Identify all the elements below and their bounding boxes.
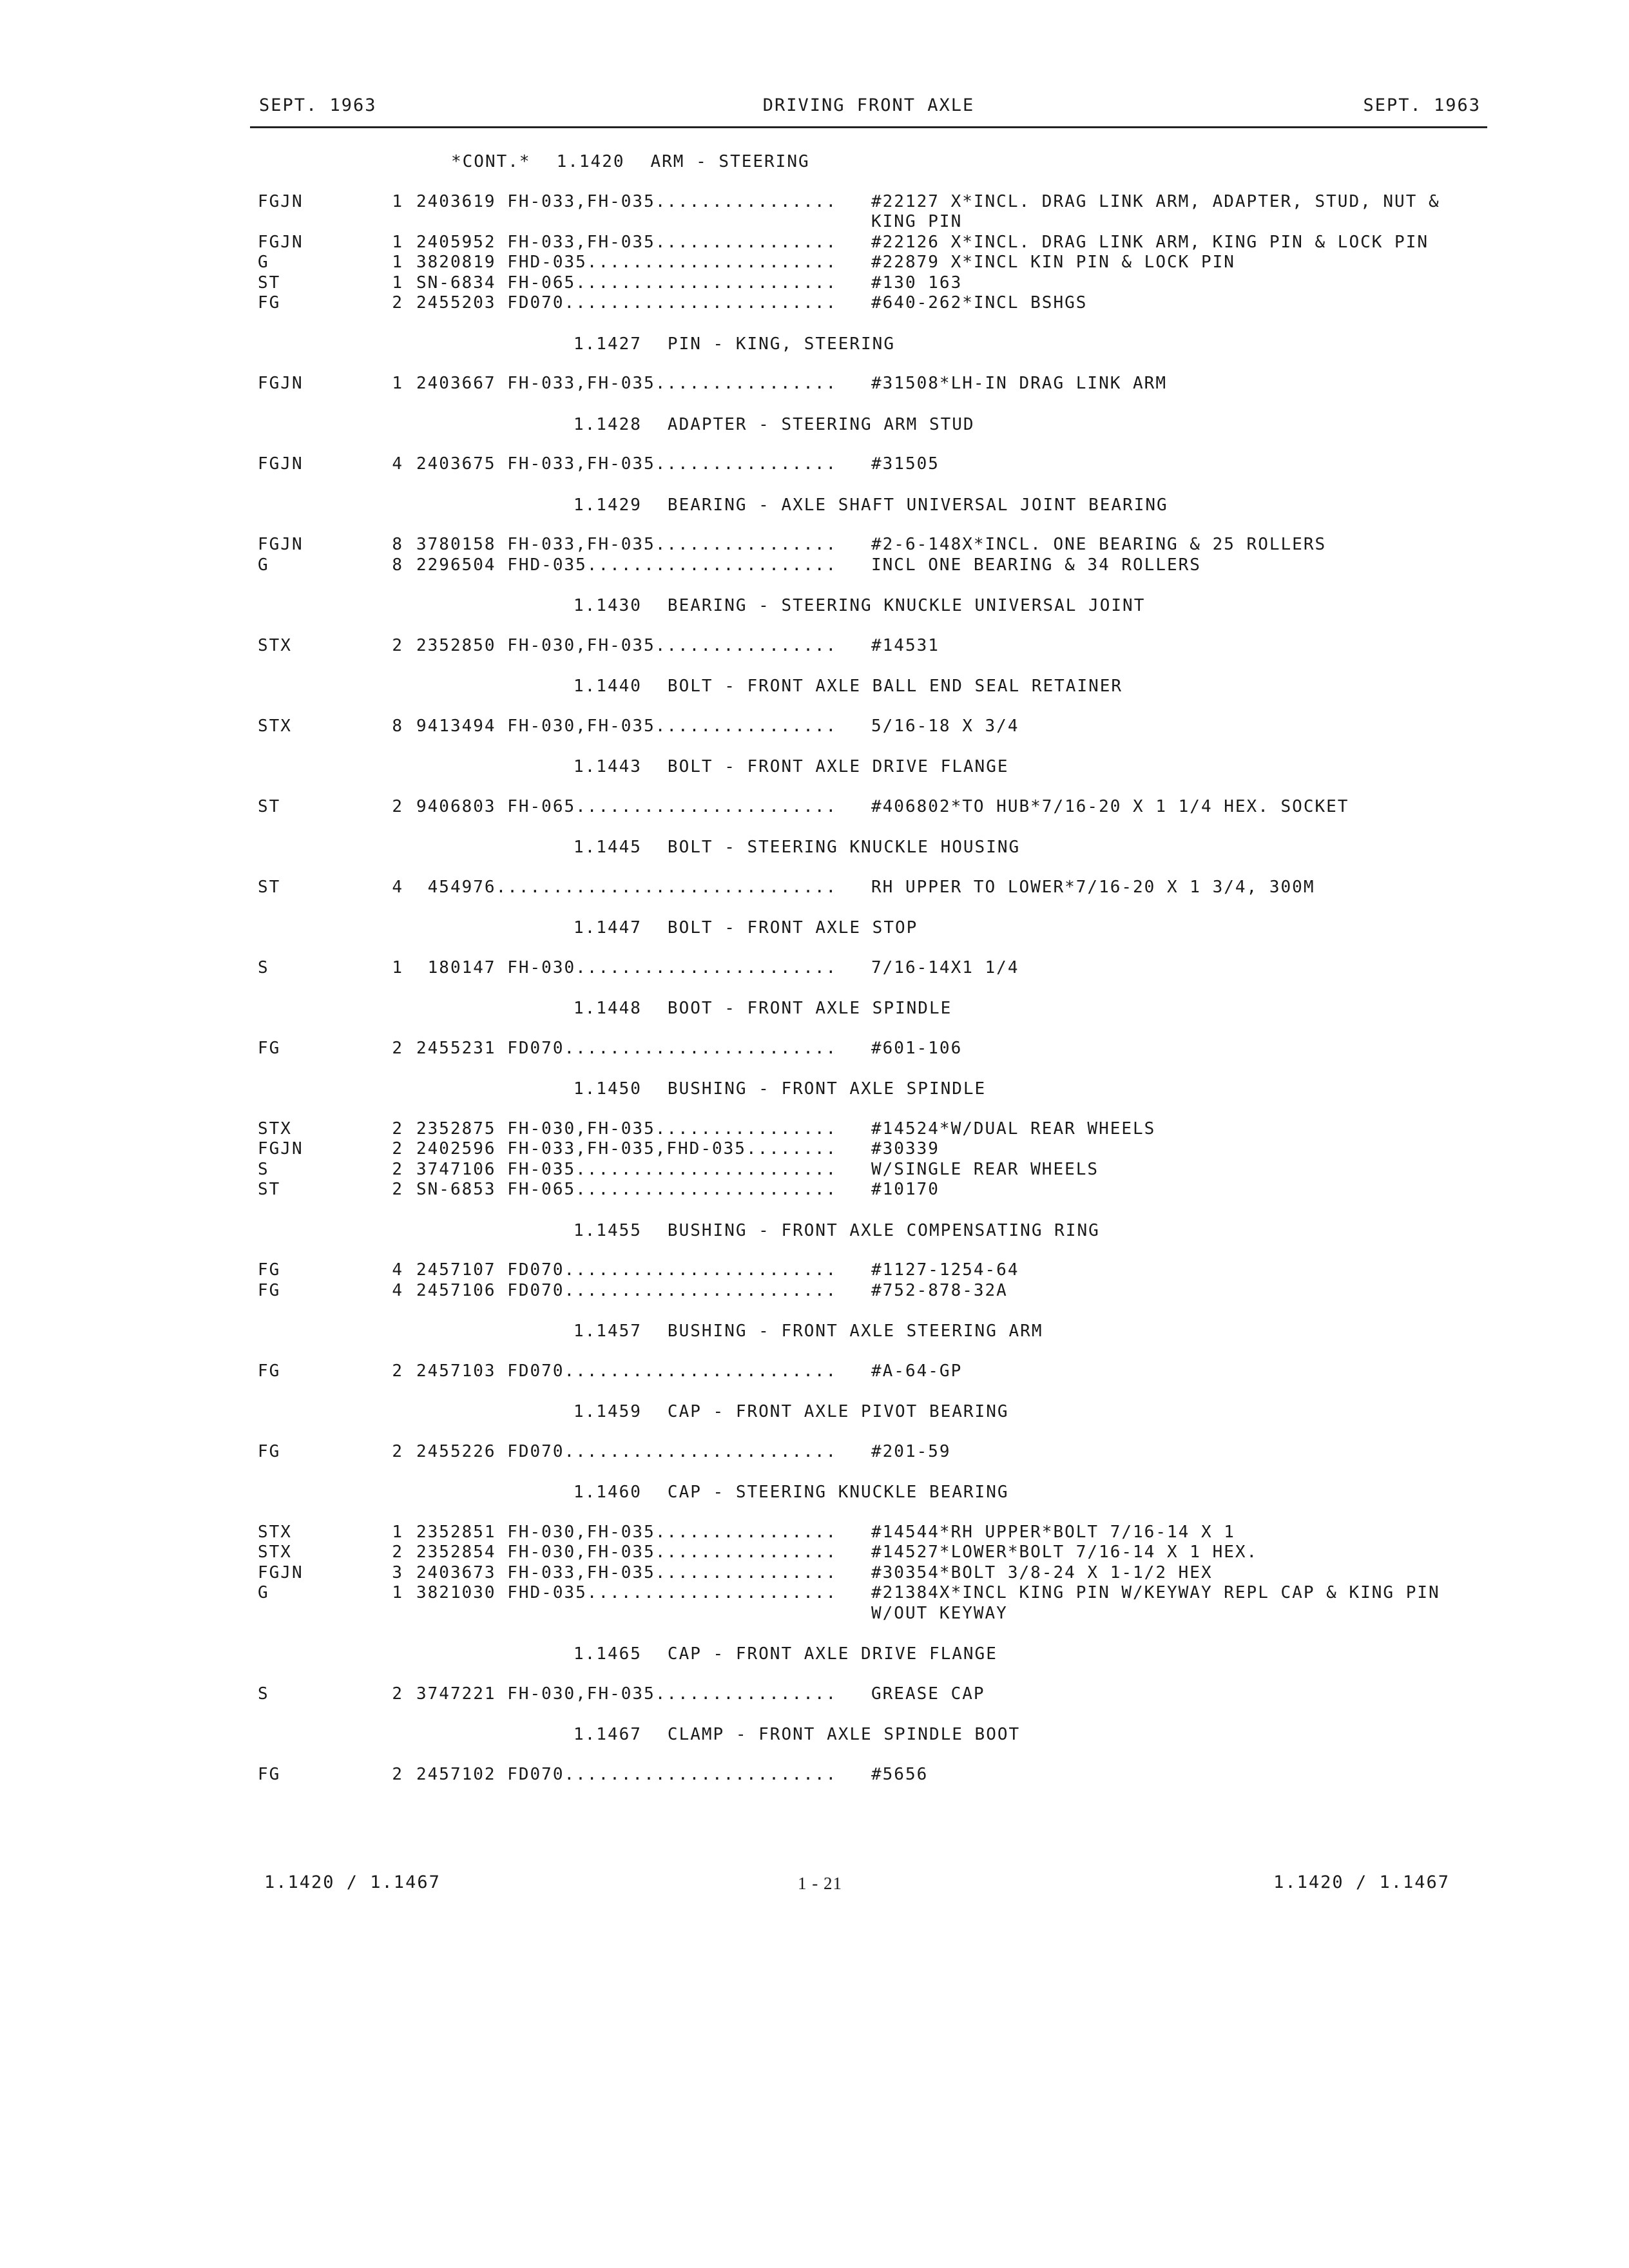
page-footer: [264, 1872, 1476, 1898]
quantity: 2: [392, 1361, 403, 1381]
description: 7/16-14X1 1/4: [871, 957, 1019, 977]
description: #2-6-148X*INCL. ONE BEARING & 25 ROLLERS: [871, 535, 1327, 554]
applicability-code: FGJN: [258, 454, 304, 474]
applicability-code: FGJN: [258, 374, 304, 393]
part-number: 2455226 FD070........................: [416, 1441, 838, 1461]
part-row: [258, 535, 1482, 555]
part-row: [258, 1442, 1482, 1463]
part-number: 3747106 FH-035.......................: [416, 1159, 838, 1179]
description: GREASE CAP: [871, 1684, 985, 1704]
description: #640-262*INCL BSHGS: [871, 293, 1088, 312]
part-row: [258, 878, 1482, 898]
applicability-code: STX: [258, 1119, 292, 1139]
quantity: 2: [392, 1542, 403, 1562]
part-number: 2457106 FD070........................: [416, 1280, 838, 1300]
section-title: [258, 334, 1482, 355]
quantity: 2: [392, 1441, 403, 1461]
header-title: DRIVING FRONT AXLE: [762, 95, 975, 115]
section-number: 1.1457: [574, 1321, 642, 1341]
description: #21384X*INCL KING PIN W/KEYWAY REPL CAP & KING PIN: [871, 1583, 1440, 1602]
section-name: BOLT - FRONT AXLE STOP: [667, 918, 918, 937]
part-number: 2403619 FH-033,FH-035................: [416, 191, 838, 211]
part-row: [258, 1604, 1482, 1624]
part-row: [258, 1119, 1482, 1140]
parts-list: [258, 146, 1482, 1785]
section-name: BOLT - FRONT AXLE BALL END SEAL RETAINER: [667, 677, 1123, 696]
quantity: 2: [392, 1180, 403, 1199]
part-number: 2352850 FH-030,FH-035................: [416, 635, 838, 655]
description: #601-106: [871, 1038, 963, 1058]
description: #14544*RH UPPER*BOLT 7/16-14 X 1: [871, 1522, 1235, 1542]
description: RH UPPER TO LOWER*7/16-20 X 1 3/4, 300M: [871, 877, 1315, 897]
part-row: [258, 233, 1482, 253]
part-row: [258, 555, 1482, 576]
part-number: 2455231 FD070........................: [416, 1038, 838, 1058]
section-number: 1.1428: [574, 414, 642, 434]
part-row: [258, 1039, 1482, 1059]
quantity: 2: [392, 1684, 403, 1704]
quantity: 1: [392, 191, 403, 211]
section-name: ARM - STEERING: [650, 152, 810, 171]
page-number: 1 - 21: [798, 1874, 842, 1893]
applicability-code: STX: [258, 716, 292, 736]
part-row: [258, 1583, 1482, 1604]
section-number: 1.1430: [574, 596, 642, 615]
part-row: [258, 716, 1482, 737]
part-row: [258, 454, 1482, 475]
description: #22879 X*INCL KIN PIN & LOCK PIN: [871, 253, 1235, 272]
section-number: 1.1450: [574, 1079, 642, 1099]
part-number: 2352851 FH-030,FH-035................: [416, 1522, 838, 1542]
quantity: 2: [392, 1139, 403, 1158]
section-title: [258, 1221, 1482, 1242]
header-rule: [250, 126, 1487, 128]
applicability-code: STX: [258, 635, 292, 655]
applicability-code: S: [258, 957, 269, 977]
applicability-code: S: [258, 1159, 269, 1179]
part-number: 3780158 FH-033,FH-035................: [416, 535, 838, 554]
section-title: [258, 677, 1482, 697]
applicability-code: ST: [258, 273, 281, 293]
part-row: [258, 958, 1482, 979]
applicability-code: ST: [258, 1180, 281, 1199]
part-number: 2457107 FD070........................: [416, 1260, 838, 1280]
part-number: 2405952 FH-033,FH-035................: [416, 232, 838, 252]
part-number: 180147 FH-030.......................: [416, 957, 838, 977]
quantity: 4: [392, 877, 403, 897]
applicability-code: G: [258, 555, 269, 575]
part-number: 2457102 FD070........................: [416, 1764, 838, 1784]
part-row: [258, 1563, 1482, 1584]
section-number: 1.1443: [574, 757, 642, 776]
quantity: 8: [392, 555, 403, 575]
applicability-code: FGJN: [258, 191, 304, 211]
section-name: PIN - KING, STEERING: [667, 334, 895, 354]
applicability-code: G: [258, 1583, 269, 1602]
part-number: 9406803 FH-065.......................: [416, 796, 838, 816]
applicability-code: FG: [258, 1441, 281, 1461]
quantity: 8: [392, 535, 403, 554]
section-number: 1.1455: [574, 1220, 642, 1240]
section-number: 1.1448: [574, 999, 642, 1018]
part-number: 3820819 FHD-035......................: [416, 253, 838, 272]
section-number: 1.1459: [574, 1402, 642, 1421]
quantity: 2: [392, 1119, 403, 1139]
section-name: BOLT - FRONT AXLE DRIVE FLANGE: [667, 757, 1009, 776]
quantity: 1: [392, 232, 403, 252]
section-number: 1.1465: [574, 1644, 642, 1664]
description: KING PIN: [871, 212, 963, 231]
section-title: [258, 152, 1482, 173]
part-number: 2403675 FH-033,FH-035................: [416, 454, 838, 474]
part-row: [258, 212, 1482, 233]
section-title: [258, 1079, 1482, 1100]
quantity: 1: [392, 957, 403, 977]
section-number: 1.1429: [574, 495, 642, 515]
part-number: 2352854 FH-030,FH-035................: [416, 1542, 838, 1562]
part-row: [258, 1523, 1482, 1543]
applicability-code: ST: [258, 877, 281, 897]
description: #30339: [871, 1139, 940, 1158]
section-number: 1.1460: [574, 1483, 642, 1502]
applicability-code: FG: [258, 293, 281, 312]
part-number: 2455203 FD070........................: [416, 293, 838, 312]
applicability-code: FGJN: [258, 535, 304, 554]
section-name: BUSHING - FRONT AXLE COMPENSATING RING: [667, 1220, 1100, 1240]
section-title: [258, 1483, 1482, 1503]
section-title: [258, 918, 1482, 939]
quantity: 4: [392, 454, 403, 474]
page-header: [250, 90, 1487, 122]
applicability-code: FGJN: [258, 1562, 304, 1582]
applicability-code: FGJN: [258, 1139, 304, 1158]
description: #22127 X*INCL. DRAG LINK ARM, ADAPTER, STUD, NUT &: [871, 191, 1440, 211]
part-number: 2402596 FH-033,FH-035,FHD-035........: [416, 1139, 838, 1158]
description: INCL ONE BEARING & 34 ROLLERS: [871, 555, 1201, 575]
quantity: 2: [392, 293, 403, 312]
footer-range-left: 1.1420 / 1.1467: [264, 1872, 441, 1892]
section-name: CAP - FRONT AXLE PIVOT BEARING: [667, 1402, 1009, 1421]
section-title: [258, 1725, 1482, 1745]
applicability-code: FG: [258, 1361, 281, 1381]
description: #406802*TO HUB*7/16-20 X 1 1/4 HEX. SOCKET: [871, 796, 1349, 816]
part-number: 2403673 FH-033,FH-035................: [416, 1562, 838, 1582]
quantity: 2: [392, 796, 403, 816]
quantity: 2: [392, 1159, 403, 1179]
applicability-code: S: [258, 1684, 269, 1704]
section-name: BEARING - AXLE SHAFT UNIVERSAL JOINT BEARING: [667, 495, 1168, 515]
part-row: [258, 636, 1482, 657]
applicability-code: FG: [258, 1260, 281, 1280]
description: #130 163: [871, 273, 963, 293]
description: #1127-1254-64: [871, 1260, 1019, 1280]
applicability-code: FG: [258, 1280, 281, 1300]
part-row: [258, 1180, 1482, 1200]
section-title: [258, 495, 1482, 516]
quantity: 1: [392, 273, 403, 293]
section-title: [258, 596, 1482, 617]
applicability-code: STX: [258, 1522, 292, 1542]
part-number: 3747221 FH-030,FH-035................: [416, 1684, 838, 1704]
section-number: 1.1445: [574, 838, 642, 857]
part-number: 2457103 FD070........................: [416, 1361, 838, 1381]
description: #14524*W/DUAL REAR WHEELS: [871, 1119, 1156, 1139]
quantity: 8: [392, 716, 403, 736]
description: #201-59: [871, 1441, 951, 1461]
part-row: [258, 1139, 1482, 1160]
section-title: [258, 757, 1482, 778]
section-name: BOLT - STEERING KNUCKLE HOUSING: [667, 838, 1021, 857]
part-row: [258, 293, 1482, 314]
section-number: 1.1420: [556, 152, 625, 171]
section-title: [258, 1321, 1482, 1342]
quantity: 1: [392, 1583, 403, 1602]
header-date-right: SEPT. 1963: [1363, 95, 1481, 115]
part-row: [258, 374, 1482, 394]
part-row: [258, 1361, 1482, 1382]
section-name: CLAMP - FRONT AXLE SPINDLE BOOT: [667, 1725, 1021, 1744]
part-number: 2403667 FH-033,FH-035................: [416, 374, 838, 393]
footer-range-right: 1.1420 / 1.1467: [1273, 1872, 1450, 1892]
part-row: [258, 1765, 1482, 1785]
part-row: [258, 1684, 1482, 1705]
quantity: 4: [392, 1260, 403, 1280]
quantity: 2: [392, 635, 403, 655]
quantity: 1: [392, 1522, 403, 1542]
part-number: 9413494 FH-030,FH-035................: [416, 716, 838, 736]
section-name: CAP - STEERING KNUCKLE BEARING: [667, 1483, 1009, 1502]
applicability-code: STX: [258, 1542, 292, 1562]
part-number: SN-6853 FH-065.......................: [416, 1180, 838, 1199]
section-title: [258, 999, 1482, 1019]
section-title: [258, 415, 1482, 436]
continued-marker: *CONT.*: [451, 152, 531, 171]
part-number: 2352875 FH-030,FH-035................: [416, 1119, 838, 1139]
description: #5656: [871, 1764, 929, 1784]
section-number: 1.1440: [574, 677, 642, 696]
description: #752-878-32A: [871, 1280, 1008, 1300]
section-title: [258, 838, 1482, 858]
section-number: 1.1467: [574, 1725, 642, 1744]
part-row: [258, 1281, 1482, 1302]
description: #30354*BOLT 3/8-24 X 1-1/2 HEX: [871, 1562, 1213, 1582]
quantity: 2: [392, 1038, 403, 1058]
quantity: 3: [392, 1562, 403, 1582]
part-row: [258, 273, 1482, 294]
applicability-code: FG: [258, 1038, 281, 1058]
description: #22126 X*INCL. DRAG LINK ARM, KING PIN & LOCK PIN: [871, 232, 1429, 252]
section-title: [258, 1402, 1482, 1423]
section-number: 1.1447: [574, 918, 642, 937]
description: #31505: [871, 454, 940, 474]
header-date-left: SEPT. 1963: [259, 95, 377, 115]
part-number: SN-6834 FH-065.......................: [416, 273, 838, 293]
section-name: BUSHING - FRONT AXLE SPINDLE: [667, 1079, 987, 1099]
description: W/SINGLE REAR WHEELS: [871, 1159, 1099, 1179]
description: 5/16-18 X 3/4: [871, 716, 1019, 736]
description: #14527*LOWER*BOLT 7/16-14 X 1 HEX.: [871, 1542, 1258, 1562]
part-row: [258, 1260, 1482, 1281]
part-number: 454976..............................: [416, 877, 838, 897]
part-row: [258, 1542, 1482, 1563]
part-row: [258, 797, 1482, 818]
part-row: [258, 253, 1482, 273]
section-name: CAP - FRONT AXLE DRIVE FLANGE: [667, 1644, 998, 1664]
part-row: [258, 1160, 1482, 1180]
section-title: [258, 1644, 1482, 1665]
part-row: [258, 192, 1482, 213]
section-name: ADAPTER - STEERING ARM STUD: [667, 414, 975, 434]
quantity: 4: [392, 1280, 403, 1300]
description: W/OUT KEYWAY: [871, 1603, 1008, 1623]
quantity: 1: [392, 374, 403, 393]
description: #31508*LH-IN DRAG LINK ARM: [871, 374, 1167, 393]
applicability-code: FGJN: [258, 232, 304, 252]
part-number: 3821030 FHD-035......................: [416, 1583, 838, 1602]
section-name: BEARING - STEERING KNUCKLE UNIVERSAL JOINT: [667, 596, 1146, 615]
section-name: BUSHING - FRONT AXLE STEERING ARM: [667, 1321, 1043, 1341]
applicability-code: G: [258, 253, 269, 272]
part-number: 2296504 FHD-035......................: [416, 555, 838, 575]
applicability-code: FG: [258, 1764, 281, 1784]
section-number: 1.1427: [574, 334, 642, 354]
section-name: BOOT - FRONT AXLE SPINDLE: [667, 999, 952, 1018]
description: #A-64-GP: [871, 1361, 963, 1381]
quantity: 1: [392, 253, 403, 272]
applicability-code: ST: [258, 796, 281, 816]
description: #10170: [871, 1180, 940, 1199]
quantity: 2: [392, 1764, 403, 1784]
description: #14531: [871, 635, 940, 655]
